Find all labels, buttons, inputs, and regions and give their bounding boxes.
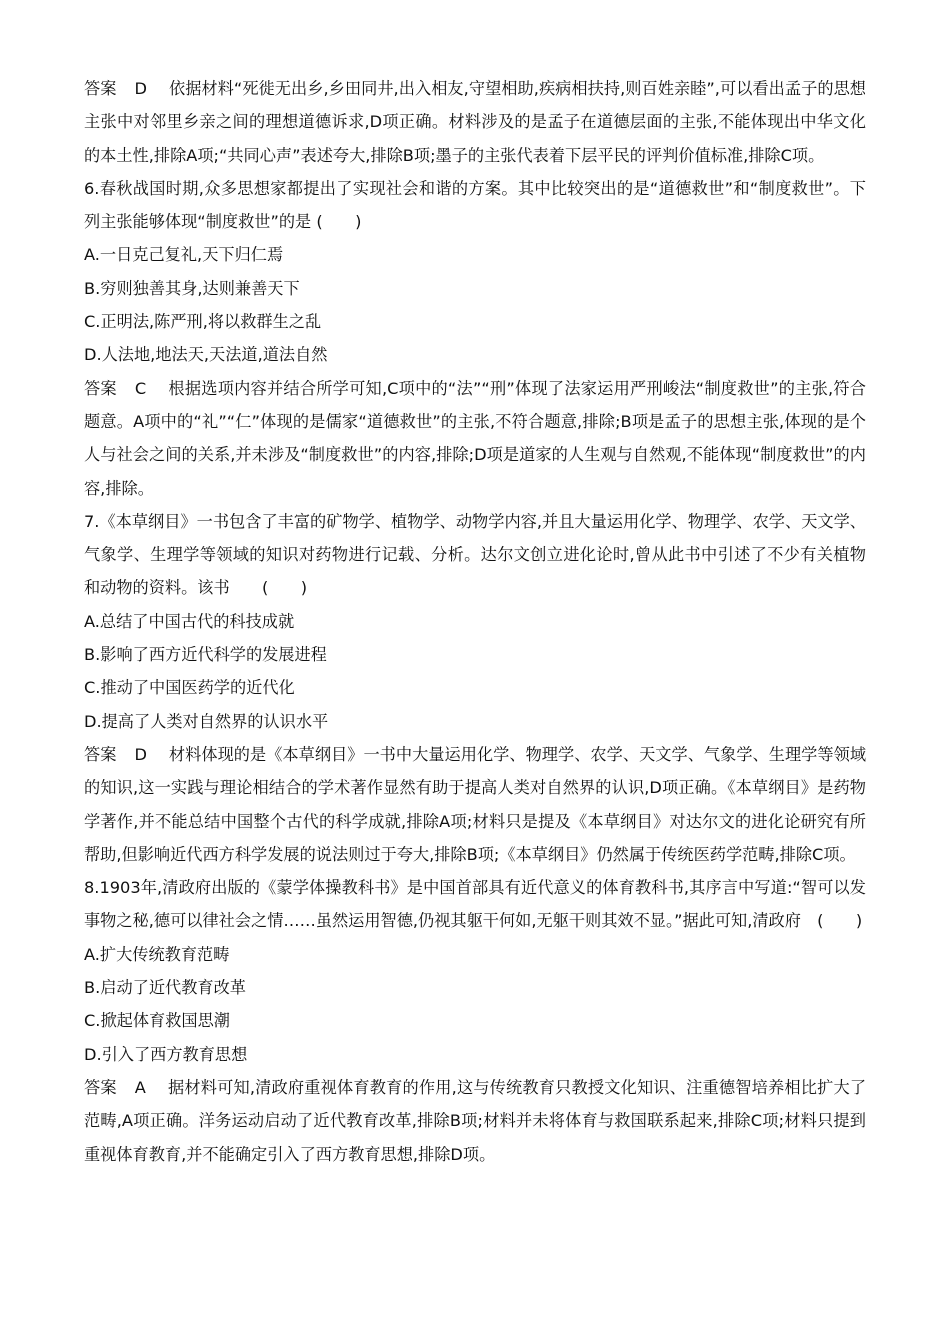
answer-letter: D bbox=[134, 744, 147, 764]
answer-letter: D bbox=[134, 79, 147, 98]
answer-paragraph bbox=[84, 1071, 866, 1171]
answer-paragraph bbox=[84, 372, 866, 505]
option-b: B.影响了西方近代科学的发展进程 bbox=[84, 645, 327, 665]
answer-blank: ( ) bbox=[229, 578, 308, 598]
answer-label: 答案 bbox=[84, 1077, 117, 1097]
option-b: B.启动了近代教育改革 bbox=[84, 978, 246, 998]
answer-explanation: 据材料可知,清政府重视体育教育的作用,这与传统教育只教授文化知识、注重德智培养相比扩大了范畴,A项正确。洋务运动启动了近代教育改革,排除B项;材料并未将体育与救国联系起来,排除C项;材料只提到重视体育教育,并不能确定引入了西方教育思想,排除D项。 bbox=[84, 1077, 867, 1164]
option-d: D.人法地,地法天,天法道,道法自然 bbox=[84, 345, 328, 365]
option-a: A.总结了中国古代的科技成就 bbox=[84, 611, 295, 631]
answer-letter: C bbox=[134, 378, 147, 398]
question-stem: 8.1903年,清政府出版的《蒙学体操教科书》是中国首部具有近代意义的体育教科书,其序言中写道:“智可以发事物之秘,德可以律社会之情……虽然运用智德,仍视其躯干何如,无躯干则其效不显。”据此可知,清政府 ( ) bbox=[84, 878, 866, 931]
answer-label: 答案 bbox=[84, 79, 117, 98]
answer-explanation: 根据选项内容并结合所学可知,C项中的“法”“刑”体现了法家运用严刑峻法“制度救世”的主张,符合题意。A项中的“礼”“仁”体现的是儒家“道德救世”的主张,不符合题意,排除;B项是孟子的思想主张,体现的是个人与社会之间的关系,并未涉及“制度救世”的内容,排除;D项是道家的人生观与自然观,不能体现“制度救世”的内容,排除。 bbox=[84, 378, 866, 498]
option-a: A.一日克己复礼,天下归仁焉 bbox=[84, 245, 284, 265]
answer-letter: A bbox=[134, 1077, 146, 1097]
answer-paragraph bbox=[84, 738, 866, 871]
option-c: C.正明法,陈严刑,将以救群生之乱 bbox=[84, 312, 322, 332]
question-stem: 7.《本草纲目》一书包含了丰富的矿物学、植物学、动物学内容,并且大量运用化学、物理学、农学、天文学、气象学、生理学等领域的知识对药物进行记载、分析。达尔文创立进化论时,曾从此书中引述了不少有关植物和动物的资料。该书 ( ) bbox=[84, 511, 866, 598]
question-stem: 6.春秋战国时期,众多思想家都提出了实现社会和谐的方案。其中比较突出的是“道德救世”和“制度救世”。下列主张能够体现“制度救世”的是 ( ) bbox=[84, 178, 866, 232]
option-d: D.提高了人类对自然界的认识水平 bbox=[84, 711, 329, 731]
answer-label: 答案 bbox=[84, 744, 117, 764]
option-b: B.穷则独善其身,达则兼善天下 bbox=[84, 278, 300, 298]
answer-blank: ( ) bbox=[800, 911, 863, 931]
option-c: C.推动了中国医药学的近代化 bbox=[84, 678, 295, 698]
answer-paragraph bbox=[84, 72, 866, 172]
answer-explanation: 材料体现的是《本草纲目》一书中大量运用化学、物理学、农学、天文学、气象学、生理学等领域的知识,这一实践与理论相结合的学术著作显然有助于提高人类对自然界的认识,D项正确。《本草纲目》是药物学著作,并不能总结中国整个古代的科学成就,排除A项;材料只是提及《本草纲目》对达尔文的进化论研究有所帮助,但影响近代西方科学发展的说法则过于夸大,排除B项;《本草纲目》仍然属于传统医药学范畴,排除C项。 bbox=[84, 744, 867, 864]
option-d: D.引入了西方教育思想 bbox=[84, 1044, 248, 1064]
answer-blank: ( ) bbox=[316, 212, 362, 232]
answer-label: 答案 bbox=[84, 378, 117, 398]
option-c: C.掀起体育救国思潮 bbox=[84, 1011, 230, 1031]
answer-explanation: 依据材料“死徙无出乡,乡田同井,出入相友,守望相助,疾病相扶持,则百姓亲睦”,可以看出孟子的思想主张中对邻里乡亲之间的理想道德诉求,D项正确。材料涉及的是孟子在道德层面的主张,不能体现出中华文化的本土性,排除A项;“共同心声”表述夸大,排除B项;墨子的主张代表着下层平民的评判价值标准,排除C项。 bbox=[84, 79, 866, 165]
option-a: A.扩大传统教育范畴 bbox=[84, 944, 230, 964]
